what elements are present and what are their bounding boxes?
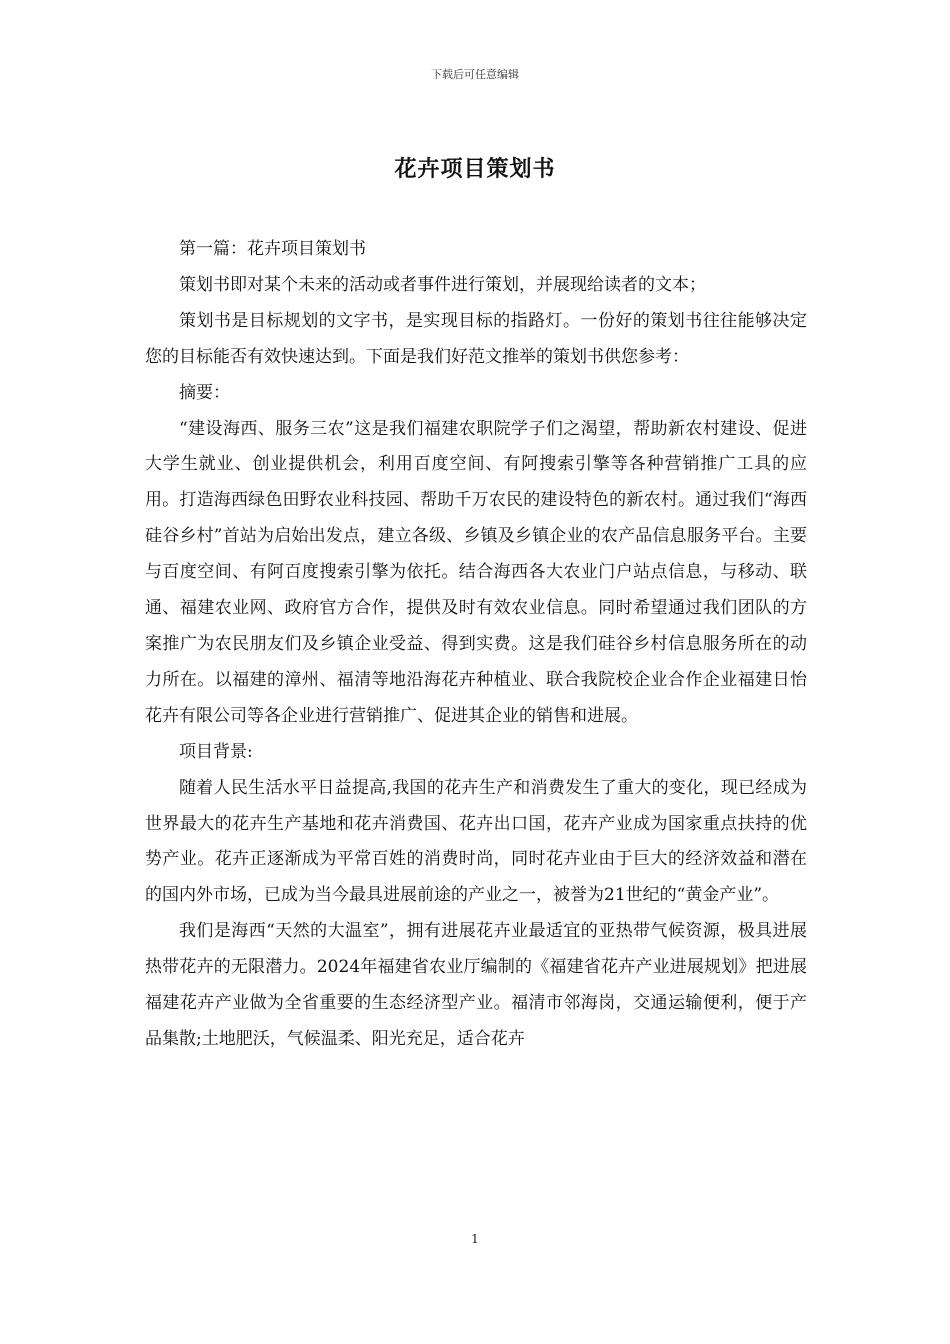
paragraph-abstract-heading: 摘要： bbox=[179, 382, 230, 403]
document-body bbox=[145, 232, 807, 1058]
document-title: 花卉项目策划书 bbox=[394, 157, 556, 182]
paragraph-background: 随着人民生活水平日益提高,我国的花卉生产和消费发生了重大的变化，现已经成为世界最大的花卉生产基地和花卉消费国、花卉出口国，花卉产业成为国家重点扶持的优势产业。花卉正逐渐成为平常百姓的消费时尚，同时花卉业由于巨大的经济效益和潜在的国内外市场，已成为当今最具进展前途的产业之一，被誉为21世纪的“黄金产业”。 bbox=[145, 777, 807, 906]
paragraph-section-heading: 第一篇：花卉项目策划书 bbox=[179, 239, 366, 259]
paragraph-resources: 我们是海西“天然的大温室”，拥有进展花卉业最适宜的亚热带气候资源，极具进展热带花卉的无限潜力。2024年福建省农业厅编制的《福建省花卉产业进展规划》把进展福建花卉产业做为全省重要的生态经济型产业。福清市邻海岗，交通运输便利，便于产品集散;土地肥沃，气候温柔、阳光充足，适合花卉 bbox=[145, 921, 807, 1049]
paragraph-abstract: “建设海西、服务三农”这是我们福建农职院学子们之渴望，帮助新农村建设、促进大学生就业、创业提供机会，利用百度空间、有阿搜索引擎等各种营销推广工具的应用。打造海西绿色田野农业科技园、帮助千万农民的建设特色的新农村。通过我们“海西硅谷乡村”首站为启始出发点，建立各级、乡镇及乡镇企业的农产品信息服务平台。主要与百度空间、有阿百度搜索引擎为依托。结合海西各大农业门户站点信息，与移动、联通、福建农业网、政府官方合作，提供及时有效农业信息。同时希望通过我们团队的方案推广为农民朋友们及乡镇企业受益、得到实费。这是我们硅谷乡村信息服务所在的动力所在。以福建的漳州、福清等地沿海花卉种植业、联合我院校企业合作企业福建日怡花卉有限公司等各企业进行营销推广、促进其企业的销售和进展。 bbox=[145, 418, 807, 726]
page-number: 1 bbox=[471, 1232, 479, 1246]
paragraph-definition: 策划书即对某个未来的活动或者事件进行策划，并展现给读者的文本； bbox=[179, 274, 706, 295]
paragraph-background-heading: 项目背景: bbox=[179, 741, 253, 762]
header-note: 下载后可任意编辑 bbox=[431, 68, 519, 81]
paragraph-intro: 策划书是目标规划的文字书，是实现目标的指路灯。一份好的策划书往往能够决定您的目标能否有效快速达到。下面是我们好范文推举的策划书供您参考： bbox=[145, 310, 807, 367]
